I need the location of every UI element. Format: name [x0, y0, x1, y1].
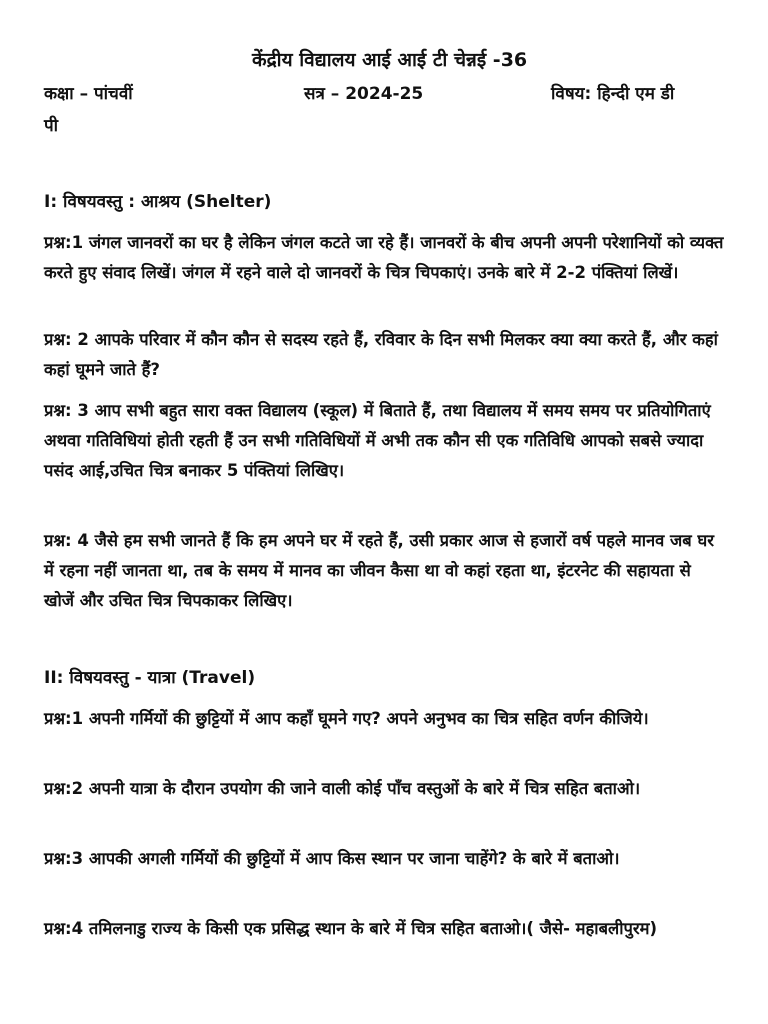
question-travel-3: प्रश्न:3 आपकी अगली गर्मियों की छुट्टियों में आप किस स्थान पर जाना चाहेंगे? के बारे में बताओ। — [44, 849, 620, 868]
question-shelter-1: प्रश्न:1 जंगल जानवरों का घर है लेकिन जंगल कटते जा रहे हैं। जानवरों के बीच अपनी अपनी परेशानियों को व्यक्त करते हुए संवाद लिखें। जंगल में रहने वाले दो जानवरों के चित्र चिपकाएं। उनके बारे में 2-2 पंक्तियां लिखें। — [44, 233, 724, 282]
subject-label-continuation: पी — [44, 116, 59, 136]
subject-label: विषय: हिन्दी एम डी — [551, 84, 675, 104]
question-travel-2: प्रश्न:2 अपनी यात्रा के दौरान उपयोग की जाने वाली कोई पाँच वस्तुओं के बारे में चित्र सहित बताओ। — [44, 779, 641, 798]
question-shelter-3: प्रश्न: 3 आप सभी बहुत सारा वक्त विद्यालय (स्कूल) में बिताते हैं, तथा विद्यालय में समय समय पर प्रतियोगिताएं अथवा गतिविधियां होती रहती हैं उन सभी गतिविधियों में अभी तक कौन सी एक गतिविधि आपको सबसे ज्यादा पसंद आई,उचित चित्र बनाकर 5 पंक्तियां लिखिए। — [44, 401, 711, 480]
section-heading-travel: II: विषयवस्तु - यात्रा (Travel) — [44, 668, 256, 688]
class-label: कक्षा – पांचवीं — [44, 84, 133, 104]
session-label: सत्र – 2024-25 — [304, 84, 424, 104]
question-travel-4: प्रश्न:4 तमिलनाडु राज्य के किसी एक प्रसिद्ध स्थान के बारे में चित्र सहित बताओ।( जैसे- महाबलीपुरम) — [44, 919, 657, 938]
question-travel-1: प्रश्न:1 अपनी गर्मियों की छुट्टियों में आप कहाँ घूमने गए? अपने अनुभव का चित्र सहित वर्णन कीजिये। — [44, 709, 649, 728]
question-shelter-2: प्रश्न: 2 आपके परिवार में कौन कौन से सदस्य रहते हैं, रविवार के दिन सभी मिलकर क्या क्या करते हैं, और कहां कहां घूमने जाते हैं? — [44, 330, 718, 379]
section-heading-shelter: I: विषयवस्तु : आश्रय (Shelter) — [44, 192, 272, 212]
question-shelter-4: प्रश्न: 4 जैसे हम सभी जानते हैं कि हम अपने घर में रहते हैं, उसी प्रकार आज से हजारों वर्ष पहले मानव जब घर में रहना नहीं जानता था, तब के समय में मानव का जीवन कैसा था वो कहां रहता था, इंटरनेट की सहायता से खोजें और उचित चित्र चिपकाकर लिखिए। — [44, 531, 714, 610]
school-title: केंद्रीय विद्यालय आई आई टी चेन्नई -36 — [252, 49, 528, 71]
